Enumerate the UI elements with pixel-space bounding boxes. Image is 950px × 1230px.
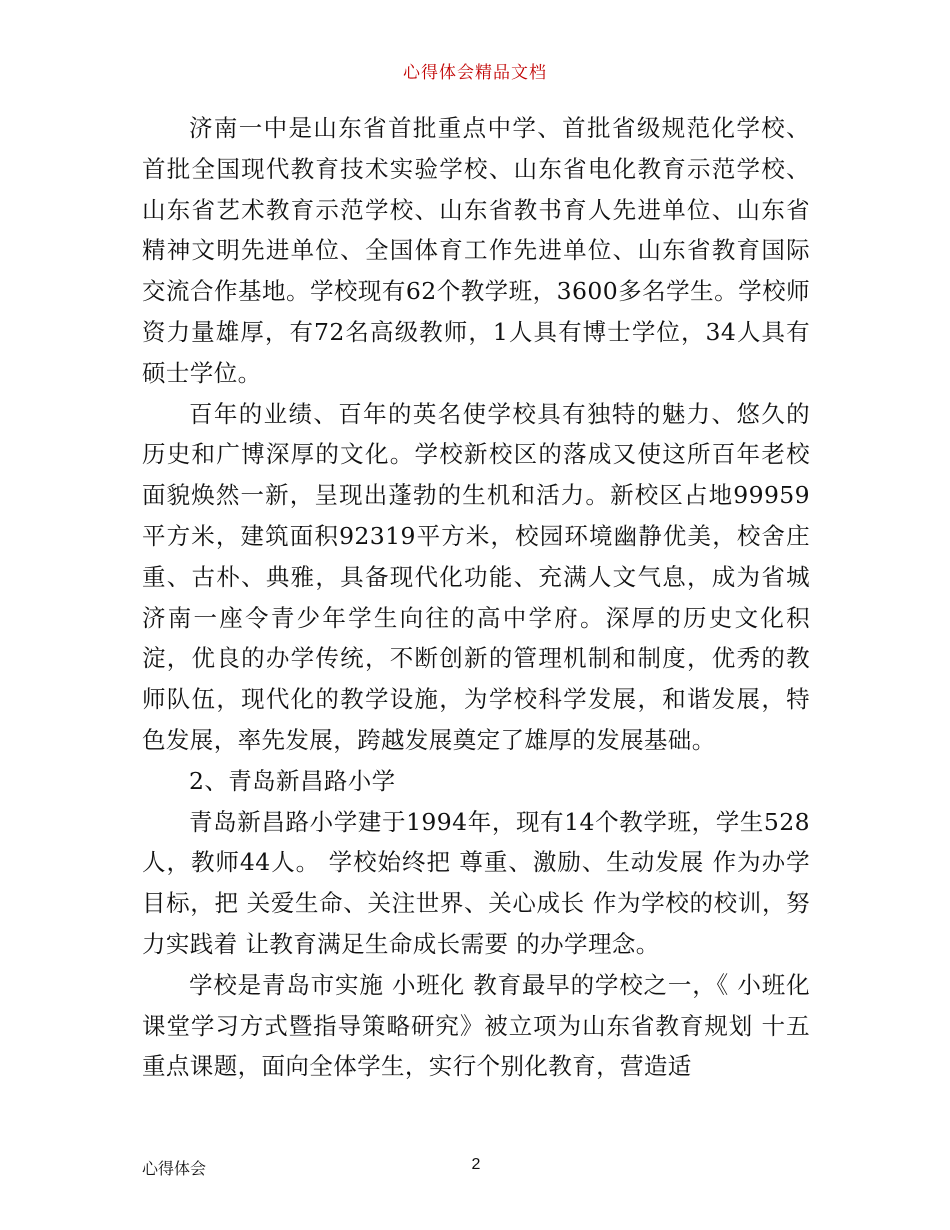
paragraph-jinan-history: 百年的业绩、百年的英名使学校具有独特的魅力、悠久的历史和广博深厚的文化。学校新校区的落成又使这所百年老校面貌焕然一新，呈现出蓬勃的生机和活力。新校区占地99959平方米，建筑面积92319平方米，校园环境幽静优美，校舍庄重、古朴、典雅，具备现代化功能、充满人文气息，成为省城济南一座令青少年学生向往的高中学府。深厚的历史文化积淀，优良的办学传统，不断创新的管理机制和制度，优秀的教师队伍，现代化的教学设施，为学校科学发展，和谐发展，特色发展，率先发展，跨越发展奠定了雄厚的发展基础。: [142, 399, 810, 754]
section-heading-qingdao: 2、青岛新昌路小学: [189, 766, 396, 795]
paragraph-qingdao-smallclass: 学校是青岛市实施 小班化 教育最早的学校之一，《 小班化 课堂学习方式暨指导策略研究》被立项为山东省教育规划 十五 重点课题，面向全体学生，实行个别化教育，营造适: [142, 970, 810, 1081]
page-footer: [142, 1156, 810, 1180]
page-number: 2: [471, 1156, 481, 1173]
page-header-title: 心得体会精品文档: [403, 63, 547, 83]
footer-label: 心得体会: [142, 1159, 207, 1178]
document-body: [142, 108, 810, 1087]
paragraph-jinan-intro: 济南一中是山东省首批重点中学、首批省级规范化学校、首批全国现代教育技术实验学校、山东省电化教育示范学校、山东省艺术教育示范学校、山东省教书育人先进单位、山东省精神文明先进单位、全国体育工作先进单位、山东省教育国际交流合作基地。学校现有62个教学班，3600多名学生。学校师资力量雄厚，有72名高级教师，1人具有博士学位，34人具有硕士学位。: [142, 114, 810, 387]
paragraph-qingdao-intro: 青岛新昌路小学建于1994年，现有14个教学班，学生528人，教师44人。 学校始终把 尊重、激励、生动发展 作为办学目标，把 关爱生命、关注世界、关心成长 作为学校的校训，努力实践着 让教育满足生命成长需要 的办学理念。: [142, 807, 810, 958]
